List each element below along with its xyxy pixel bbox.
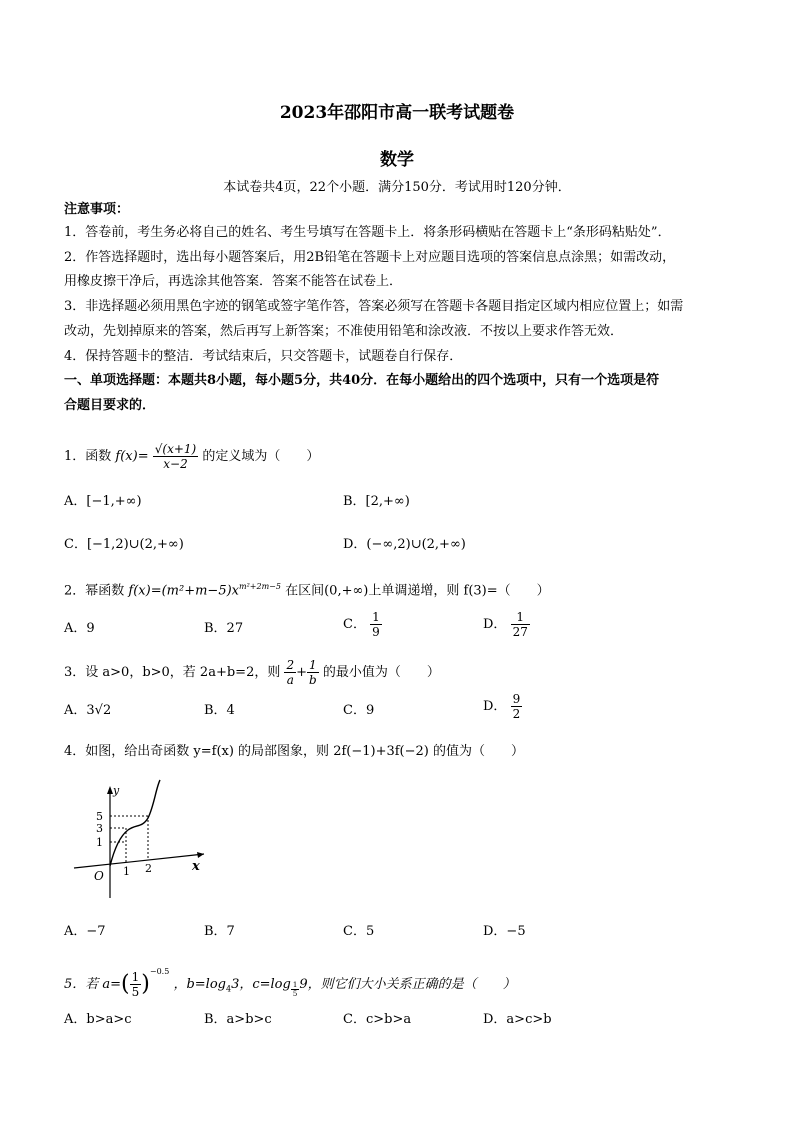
- q5-b-base: 4: [225, 984, 232, 994]
- q3-option-b[interactable]: B．4: [204, 703, 235, 718]
- q2-option-c[interactable]: [343, 610, 382, 639]
- x-axis-label: x: [192, 859, 200, 874]
- q2-c-fraction: [370, 610, 382, 639]
- q5-option-c[interactable]: C．c>b>a: [343, 1012, 412, 1027]
- y-axis-label: y: [113, 784, 120, 797]
- x-axis: [74, 854, 204, 868]
- q3-option-d[interactable]: [483, 692, 522, 721]
- q3-prefix: 3．设 a>0，b>0，若 2a+b=2，则: [64, 665, 281, 680]
- question-4-stem: 4．如图，给出奇函数 y=f(x) 的局部图象，则 2f(−1)+3f(−2) 的值为（ ）: [64, 744, 524, 759]
- q5-option-d[interactable]: D．a>c>b: [483, 1012, 552, 1027]
- y-tick-5: 5: [96, 810, 103, 823]
- q3-d-fraction: [511, 692, 523, 721]
- q4-option-b[interactable]: B．7: [204, 924, 235, 939]
- q1-option-a[interactable]: A．[−1,+∞): [64, 494, 142, 509]
- q4-option-a[interactable]: A．−7: [64, 924, 106, 939]
- section-heading-1: 一、单项选择题：本题共8小题，每小题5分，共40分．在每小题给出的四个选项中，只有一个选项是符: [64, 373, 660, 388]
- q5-option-b[interactable]: B．a>b>c: [204, 1012, 272, 1027]
- q2-option-a[interactable]: A．9: [64, 621, 95, 636]
- note-4: 4．保持答题卡的整洁．考试结束后，只交答题卡，试题卷自行保存．: [64, 349, 463, 364]
- q1-denominator: x−2: [163, 457, 188, 471]
- q1-option-d[interactable]: D．(−∞,2)∪(2,+∞): [343, 537, 466, 552]
- question-2-stem: [64, 577, 734, 601]
- q5-base-num: 1: [131, 970, 140, 984]
- q1-numerator: √(x+1): [154, 442, 197, 456]
- q1-prefix: 1．函数: [64, 449, 112, 464]
- q3-f1-num: 2: [286, 658, 295, 672]
- q5-c-base-den: 5: [292, 990, 298, 999]
- q3-d-den: 2: [512, 707, 521, 721]
- q5-base-den: 5: [131, 985, 140, 999]
- q2-d-num: 1: [511, 610, 530, 625]
- q5-prefix: 5．若 a=: [64, 977, 122, 992]
- question-3-stem: [64, 658, 734, 687]
- q3-suffix: 的最小值为（ ）: [322, 665, 440, 680]
- q5-exponent: −0.5: [149, 967, 170, 976]
- section-heading-2: 合题目要求的．: [64, 398, 156, 413]
- q5-c-base-num: 1: [292, 981, 298, 990]
- subject-title: 数学: [380, 150, 414, 170]
- x-tick-2: 2: [145, 862, 152, 875]
- q1-fx: f(x)=: [115, 449, 149, 464]
- q5-mid: ，b=log: [173, 977, 226, 992]
- q2-expr: f(x)=(m²+m−5)x: [128, 583, 239, 599]
- question-1-stem: [64, 442, 734, 471]
- exam-info: 本试卷共4页，22个小题．满分150分．考试用时120分钟．: [223, 180, 571, 195]
- q1-option-c[interactable]: C．[−1,2)∪(2,+∞): [64, 537, 184, 552]
- x-tick-1: 1: [123, 865, 130, 878]
- q2-exponent: m²+2m−5: [239, 582, 281, 591]
- q3-d-label: D．: [483, 699, 507, 714]
- q2-d-fraction: [511, 610, 530, 639]
- q2-d-den: 27: [512, 625, 528, 639]
- note-3a: 3．非选择题必须用黑色字迹的钢笔或签字笔作答，答案必须写在答题卡各题目指定区域内相应位置上；如需: [64, 299, 684, 314]
- q2-d-label: D．: [483, 617, 507, 632]
- y-tick-3: 3: [96, 822, 103, 835]
- x-axis-arrow: [197, 852, 204, 858]
- q5-option-a[interactable]: A．b>a>c: [64, 1012, 132, 1027]
- q1-fraction: [153, 442, 198, 471]
- q1-option-b[interactable]: B．[2,+∞): [343, 494, 410, 509]
- q4-option-c[interactable]: C．5: [343, 924, 375, 939]
- q3-f1-den: a: [286, 673, 294, 687]
- note-2b: 用橡皮擦干净后，再选涂其他答案．答案不能答在试卷上．: [64, 274, 403, 289]
- q3-f2-num: 1: [307, 658, 319, 673]
- question-5-stem: 5．若 a=( $\frac{1}{5}$ )$^{-0.5}$ ，$b=\log_43$，c=log $_{\frac{1}{5}}$ 9，则它们大小关系正确的是（ ）: [64, 967, 516, 999]
- q3-fraction-2: [307, 658, 319, 687]
- note-3b: 改动，先划掉原来的答案，然后再写上新答案；不准使用铅笔和涂改液．不按以上要求作答无效．: [64, 324, 624, 339]
- q1-suffix: 的定义域为（ ）: [202, 449, 320, 464]
- q2-c-label: C．: [343, 617, 366, 632]
- q2-prefix: 2．幂函数: [64, 583, 125, 599]
- q3-option-c[interactable]: C．9: [343, 703, 375, 718]
- q5-c-arg: 9，则它们大小关系正确的是（ ）: [299, 977, 516, 992]
- q2-option-d[interactable]: [483, 610, 530, 639]
- q4-option-d[interactable]: D．−5: [483, 924, 526, 939]
- q2-c-den: 9: [372, 625, 380, 639]
- note-2a: 2．作答选择题时，选出每小题答案后，用2B铅笔在答题卡上对应题目选项的答案信息点涂黑；如需改动，: [64, 250, 676, 265]
- origin-label: O: [94, 869, 104, 883]
- q3-option-a[interactable]: A．3√2: [64, 703, 112, 718]
- notes-heading: 注意事项：: [64, 202, 130, 217]
- q2-suffix: 在区间(0,+∞)上单调递增，则 f(3)=（ ）: [285, 583, 550, 599]
- q5-base-fraction: [130, 970, 142, 999]
- q4-function-graph: [64, 778, 214, 908]
- q2-c-num: 1: [372, 610, 380, 624]
- exam-title: 2023年邵阳市高一联考试题卷: [279, 103, 515, 123]
- q3-f2-den: b: [309, 673, 317, 687]
- note-1: 1．答卷前，考生务必将自己的姓名、考生号填写在答题卡上．将条形码横贴在答题卡上“条形码粘贴处”．: [64, 225, 671, 240]
- q3-plus: +: [296, 665, 308, 680]
- y-tick-1: 1: [96, 836, 103, 849]
- q5-b-arg: 3，c=log: [231, 977, 291, 992]
- q3-d-num: 9: [512, 692, 521, 706]
- q3-fraction-1: [284, 658, 296, 687]
- q2-option-b[interactable]: B．27: [204, 621, 244, 636]
